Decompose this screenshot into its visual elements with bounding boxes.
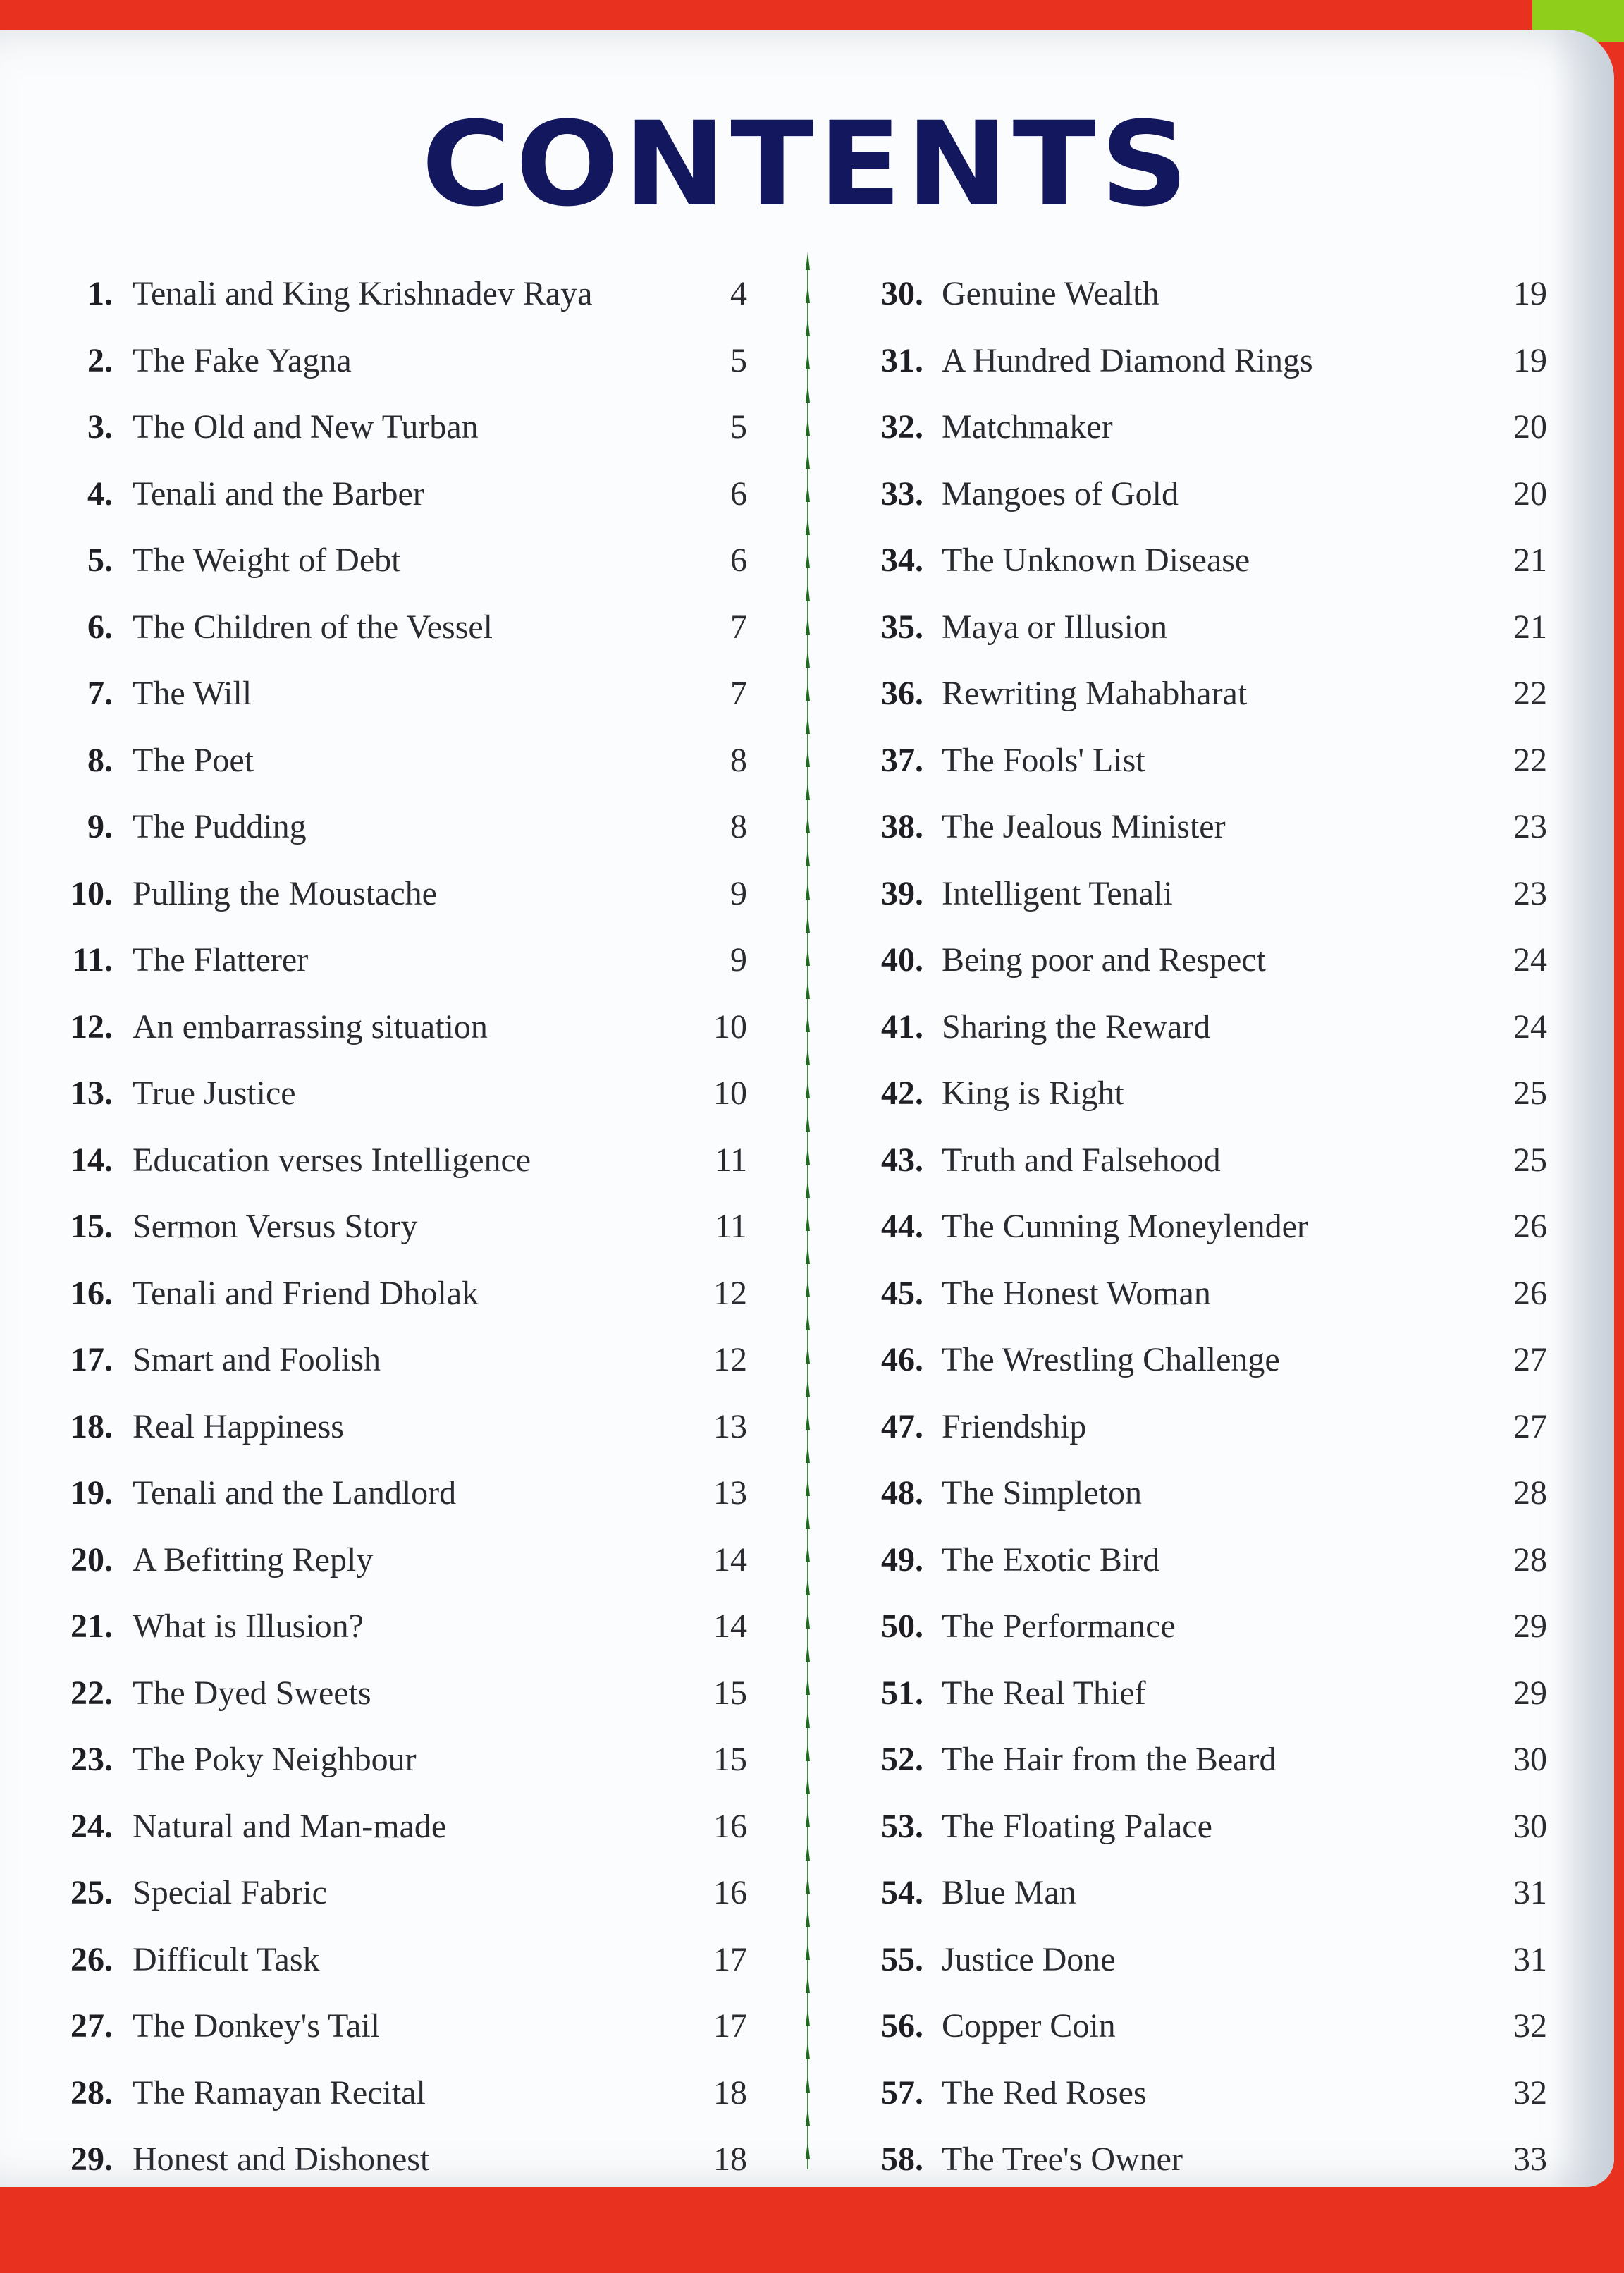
toc-entry xyxy=(0,2005,1614,2047)
entry-title: Honest and Dishonest xyxy=(133,2140,430,2178)
entry-page-number: 29 xyxy=(1513,1607,1547,1645)
toc-entry xyxy=(0,1739,1614,1781)
entry-page-number: 13 xyxy=(713,1474,747,1512)
entry-page-number: 23 xyxy=(1513,808,1547,845)
entry-title: Special Fabric xyxy=(133,1874,327,1911)
entry-number: 14. xyxy=(70,1141,113,1179)
entry-title: What is Illusion? xyxy=(133,1607,364,1645)
entry-title: An embarrassing situation xyxy=(133,1007,488,1046)
entry-page-number: 8 xyxy=(730,808,747,845)
divider-arrowhead xyxy=(806,1246,810,1264)
entry-page-number: 28 xyxy=(1513,1474,1547,1512)
entry-title: Friendship xyxy=(942,1407,1087,1445)
entry-title: The Fake Yagna xyxy=(133,341,352,379)
entry-page-number: 16 xyxy=(713,1807,747,1845)
entry-page-number: 26 xyxy=(1513,1274,1547,1312)
entry-number: 40. xyxy=(881,941,923,979)
entry-title: The Tree's Owner xyxy=(942,2140,1183,2178)
entry-page-number: 6 xyxy=(730,474,747,513)
toc-entry xyxy=(0,606,1614,649)
toc-entry xyxy=(0,2138,1614,2181)
entry-title: The Old and New Turban xyxy=(133,408,479,446)
entry-page-number: 7 xyxy=(730,608,747,646)
entry-title: True Justice xyxy=(133,1074,296,1112)
divider-arrowhead xyxy=(806,451,810,469)
entry-number: 11. xyxy=(72,941,113,979)
entry-page-number: 12 xyxy=(713,1274,747,1312)
entry-number: 16. xyxy=(70,1274,113,1312)
entry-page-number: 17 xyxy=(713,2007,747,2045)
toc-entry xyxy=(0,539,1614,582)
entry-title: Mangoes of Gold xyxy=(942,474,1179,513)
entry-title: The Poet xyxy=(133,741,254,779)
entry-page-number: 33 xyxy=(1513,2140,1547,2178)
entry-title: Sharing the Reward xyxy=(942,1007,1211,1046)
entry-title: The Fools' List xyxy=(942,741,1145,779)
toc-entry xyxy=(0,1072,1614,1115)
entry-page-number: 30 xyxy=(1513,1741,1547,1778)
entry-title: Sermon Versus Story xyxy=(133,1208,418,1245)
entry-page-number: 11 xyxy=(714,1208,747,1245)
entry-page-number: 27 xyxy=(1513,1407,1547,1445)
entry-number: 31. xyxy=(881,341,923,379)
divider-arrowhead xyxy=(806,1180,810,1198)
entry-number: 37. xyxy=(881,741,923,779)
entry-number: 44. xyxy=(881,1208,923,1245)
toc-entry xyxy=(0,1605,1614,1648)
entry-page-number: 7 xyxy=(730,675,747,712)
toc-entry xyxy=(0,1273,1614,1315)
entry-number: 7. xyxy=(87,675,113,712)
entry-page-number: 20 xyxy=(1513,474,1547,513)
toc-entry xyxy=(0,939,1614,981)
entry-title: The Donkey's Tail xyxy=(133,2007,380,2045)
entry-number: 2. xyxy=(87,341,113,379)
entry-page-number: 15 xyxy=(713,1674,747,1712)
entry-title: The Flatterer xyxy=(133,941,309,979)
entry-page-number: 9 xyxy=(730,941,747,979)
entry-title: Tenali and Friend Dholak xyxy=(133,1274,479,1312)
entry-title: The Jealous Minister xyxy=(942,808,1226,845)
entry-page-number: 10 xyxy=(713,1007,747,1046)
entry-page-number: 8 xyxy=(730,741,747,779)
entry-title: The Unknown Disease xyxy=(942,541,1250,579)
entry-page-number: 25 xyxy=(1513,1074,1547,1112)
entry-number: 57. xyxy=(881,2073,923,2112)
entry-page-number: 18 xyxy=(713,2073,747,2112)
entry-number: 38. xyxy=(881,808,923,845)
entry-title: The Exotic Bird xyxy=(942,1540,1160,1579)
entry-page-number: 32 xyxy=(1513,2007,1547,2045)
entry-title: The Dyed Sweets xyxy=(133,1674,371,1712)
entry-number: 25. xyxy=(70,1874,113,1911)
divider-arrowhead xyxy=(806,1113,810,1132)
divider-arrowhead xyxy=(806,583,810,601)
entry-number: 27. xyxy=(70,2007,113,2045)
entry-title: The Ramayan Recital xyxy=(133,2073,426,2112)
entry-page-number: 15 xyxy=(713,1741,747,1778)
entry-title: The Red Roses xyxy=(942,2073,1147,2112)
entry-number: 6. xyxy=(87,608,113,646)
entry-title: Difficult Task xyxy=(133,1940,320,1978)
entry-page-number: 25 xyxy=(1513,1141,1547,1179)
entry-number: 50. xyxy=(881,1607,923,1645)
entry-number: 29. xyxy=(70,2140,113,2178)
entry-number: 43. xyxy=(881,1141,923,1179)
toc-entry xyxy=(0,2072,1614,2114)
entry-title: The Will xyxy=(133,675,252,712)
entry-page-number: 16 xyxy=(713,1874,747,1911)
entry-page-number: 19 xyxy=(1513,275,1547,312)
entry-number: 26. xyxy=(70,1940,113,1978)
entry-page-number: 20 xyxy=(1513,408,1547,446)
divider-arrowhead xyxy=(806,649,810,668)
entry-number: 23. xyxy=(70,1741,113,1778)
entry-title: Blue Man xyxy=(942,1874,1076,1911)
toc-entry xyxy=(0,740,1614,782)
entry-number: 12. xyxy=(70,1007,113,1046)
divider-arrowhead xyxy=(806,252,810,270)
entry-page-number: 27 xyxy=(1513,1341,1547,1378)
toc-entry xyxy=(0,473,1614,515)
entry-number: 39. xyxy=(881,874,923,912)
entry-number: 52. xyxy=(881,1741,923,1778)
toc-entry xyxy=(0,1406,1614,1448)
entry-number: 22. xyxy=(70,1674,113,1712)
entry-page-number: 22 xyxy=(1513,675,1547,712)
toc-entry xyxy=(0,673,1614,715)
entry-number: 51. xyxy=(881,1674,923,1712)
divider-arrowhead xyxy=(806,914,810,933)
entry-page-number: 28 xyxy=(1513,1540,1547,1579)
entry-number: 33. xyxy=(881,474,923,513)
entry-number: 5. xyxy=(87,541,113,579)
divider-arrowhead xyxy=(806,384,810,403)
entry-title: Tenali and the Landlord xyxy=(133,1474,457,1512)
entry-number: 28. xyxy=(70,2073,113,2112)
entry-number: 56. xyxy=(881,2007,923,2045)
entry-page-number: 14 xyxy=(713,1540,747,1579)
entry-page-number: 9 xyxy=(730,874,747,912)
entry-title: Genuine Wealth xyxy=(942,275,1159,312)
entry-title: Rewriting Mahabharat xyxy=(942,675,1248,712)
divider-arrowhead xyxy=(806,1047,810,1065)
entry-page-number: 21 xyxy=(1513,608,1547,646)
entry-page-number: 5 xyxy=(730,341,747,379)
divider-arrowhead xyxy=(806,318,810,336)
entry-number: 19. xyxy=(70,1474,113,1512)
entry-number: 46. xyxy=(881,1341,923,1378)
entry-title: The Hair from the Beard xyxy=(942,1741,1277,1778)
entry-page-number: 13 xyxy=(713,1407,747,1445)
entry-page-number: 30 xyxy=(1513,1807,1547,1845)
entry-title: A Befitting Reply xyxy=(133,1540,374,1579)
entry-title: Matchmaker xyxy=(942,408,1113,446)
entry-title: The Pudding xyxy=(133,808,307,845)
toc-entry xyxy=(0,1339,1614,1381)
entry-title: Pulling the Moustache xyxy=(133,874,437,912)
entry-number: 21. xyxy=(70,1607,113,1645)
entry-number: 24. xyxy=(70,1807,113,1845)
entry-page-number: 12 xyxy=(713,1341,747,1378)
entry-number: 47. xyxy=(881,1407,923,1445)
entry-number: 53. xyxy=(881,1807,923,1845)
entry-page-number: 23 xyxy=(1513,874,1547,912)
toc-entry xyxy=(0,1206,1614,1248)
entry-title: Justice Done xyxy=(942,1940,1116,1978)
entry-title: Natural and Man-made xyxy=(133,1807,447,1845)
entry-page-number: 24 xyxy=(1513,941,1547,979)
entry-title: The Floating Palace xyxy=(942,1807,1212,1845)
entry-title: Tenali and the Barber xyxy=(133,474,424,513)
entry-number: 55. xyxy=(881,1940,923,1978)
entry-title: Intelligent Tenali xyxy=(942,874,1173,912)
toc-entry xyxy=(0,1872,1614,1914)
entry-number: 42. xyxy=(881,1074,923,1112)
divider-arrowhead xyxy=(806,782,810,800)
toc-entry xyxy=(0,1672,1614,1715)
toc-entry xyxy=(0,1539,1614,1581)
entry-number: 20. xyxy=(70,1540,113,1579)
entry-title: The Real Thief xyxy=(942,1674,1146,1712)
entry-title: King is Right xyxy=(942,1074,1124,1112)
entry-page-number: 22 xyxy=(1513,741,1547,779)
entry-page-number: 17 xyxy=(713,1940,747,1978)
entry-page-number: 31 xyxy=(1513,1874,1547,1911)
toc-entry xyxy=(0,806,1614,848)
entry-page-number: 14 xyxy=(713,1607,747,1645)
entry-title: Being poor and Respect xyxy=(942,941,1266,979)
entry-page-number: 29 xyxy=(1513,1674,1547,1712)
entry-number: 36. xyxy=(881,675,923,712)
toc-entry xyxy=(0,406,1614,448)
entry-number: 13. xyxy=(70,1074,113,1112)
entry-number: 35. xyxy=(881,608,923,646)
divider-arrowhead xyxy=(806,848,810,866)
entry-title: The Weight of Debt xyxy=(133,541,401,579)
entry-number: 32. xyxy=(881,408,923,446)
page-fold-shadow xyxy=(1551,30,1614,2187)
entry-page-number: 6 xyxy=(730,541,747,579)
entry-number: 3. xyxy=(87,408,113,446)
entry-number: 49. xyxy=(881,1540,923,1579)
entry-number: 48. xyxy=(881,1474,923,1512)
toc-entry xyxy=(0,1806,1614,1848)
entry-title: The Cunning Moneylender xyxy=(942,1208,1308,1245)
divider-arrowhead xyxy=(806,517,810,535)
entry-page-number: 19 xyxy=(1513,341,1547,379)
contents-page xyxy=(0,30,1614,2187)
entry-number: 15. xyxy=(70,1208,113,1245)
entry-title: The Poky Neighbour xyxy=(133,1741,417,1778)
entry-title: Truth and Falsehood xyxy=(942,1141,1221,1179)
entry-number: 54. xyxy=(881,1874,923,1911)
toc-entry xyxy=(0,1472,1614,1514)
entry-title: The Wrestling Challenge xyxy=(942,1341,1280,1378)
entry-page-number: 24 xyxy=(1513,1007,1547,1046)
entry-page-number: 5 xyxy=(730,408,747,446)
entry-number: 41. xyxy=(881,1007,923,1046)
entry-number: 45. xyxy=(881,1274,923,1312)
toc-entry xyxy=(0,1006,1614,1048)
entry-page-number: 31 xyxy=(1513,1940,1547,1978)
entry-page-number: 21 xyxy=(1513,541,1547,579)
entry-page-number: 10 xyxy=(713,1074,747,1112)
entry-page-number: 4 xyxy=(730,275,747,312)
entry-number: 1. xyxy=(87,275,113,312)
toc-entry xyxy=(0,1939,1614,1981)
entry-title: Real Happiness xyxy=(133,1407,344,1445)
entry-page-number: 11 xyxy=(714,1141,747,1179)
entry-number: 58. xyxy=(881,2140,923,2178)
entry-title: The Honest Woman xyxy=(942,1274,1211,1312)
entry-number: 30. xyxy=(881,275,923,312)
entry-title: The Children of the Vessel xyxy=(133,608,493,646)
entry-title: Education verses Intelligence xyxy=(133,1141,531,1179)
entry-number: 8. xyxy=(87,741,113,779)
entry-number: 18. xyxy=(70,1407,113,1445)
divider-arrowhead xyxy=(806,716,810,734)
entry-number: 4. xyxy=(87,474,113,513)
entry-number: 9. xyxy=(87,808,113,845)
entry-title: The Performance xyxy=(942,1607,1176,1645)
entry-page-number: 26 xyxy=(1513,1208,1547,1245)
entry-number: 17. xyxy=(70,1341,113,1378)
toc-entry xyxy=(0,340,1614,382)
entry-title: Smart and Foolish xyxy=(133,1341,381,1378)
page-title: CONTENTS xyxy=(421,97,1193,232)
entry-title: Maya or Illusion xyxy=(942,608,1167,646)
entry-number: 34. xyxy=(881,541,923,579)
entry-title: Copper Coin xyxy=(942,2007,1116,2045)
entry-title: A Hundred Diamond Rings xyxy=(942,341,1313,379)
toc-entry xyxy=(0,1139,1614,1182)
entry-title: The Simpleton xyxy=(942,1474,1142,1512)
toc-entry xyxy=(0,873,1614,915)
entry-page-number: 32 xyxy=(1513,2073,1547,2112)
toc-entry xyxy=(0,273,1614,315)
entry-number: 10. xyxy=(70,874,113,912)
divider-arrowhead xyxy=(806,981,810,999)
divider-arrowhead xyxy=(806,1312,810,1330)
entry-title: Tenali and King Krishnadev Raya xyxy=(133,275,593,312)
entry-page-number: 18 xyxy=(713,2140,747,2178)
